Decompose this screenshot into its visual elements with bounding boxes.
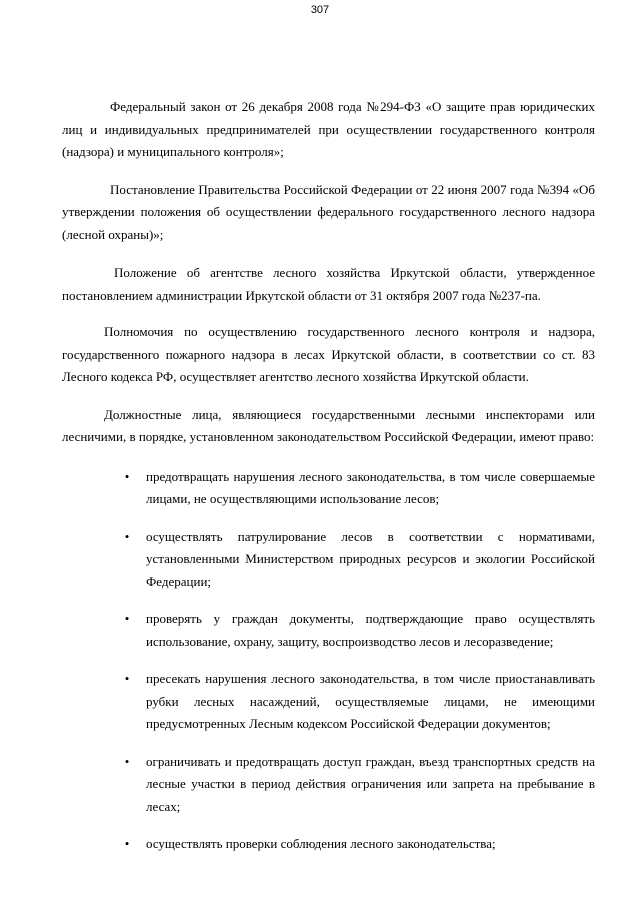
list-item bbox=[124, 668, 595, 736]
paragraph-government-decree-394: Постановление Правительства Российской Федерации от 22 июня 2007 года №394 «Об утверждении положения об осуществлении федерального государственного лесного надзора (лесной охраны)»; bbox=[62, 181, 595, 242]
list-item-text: предотвращать нарушения лесного законодательства, в том числе совершаемые лицами, не осуществляющими использование лесов; bbox=[146, 468, 595, 506]
bullet-icon: • bbox=[124, 528, 130, 544]
list-item bbox=[124, 751, 595, 819]
bullet-icon: • bbox=[124, 611, 130, 626]
list-item-text: проверять у граждан документы, подтверждающие право осуществлять использование, охрану, защиту, воспроизводство лесов и лесоразведение; bbox=[146, 611, 595, 649]
paragraph-forestry-agency-regulation: Положение об агентстве лесного хозяйства Иркутской области, утвержденное постановлением администрации Иркутской области от 31 октября 2007 года №237-па. bbox=[62, 265, 595, 303]
bullet-icon: • bbox=[124, 468, 130, 484]
list-item-text: осуществлять патрулирование лесов в соответствии с нормативами, установленными Министерством природных ресурсов и экологии Российской Федерации; bbox=[146, 528, 595, 589]
list-item bbox=[124, 466, 595, 511]
paragraph-officials-rights: Должностные лица, являющиеся государственными лесными инспекторами или лесничими, в порядке, установленном законодательством Российской Федерации, имеют право: bbox=[62, 406, 595, 444]
page-number: 307 bbox=[310, 4, 330, 16]
paragraph-supervision-powers: Полномочия по осуществлению государственного лесного контроля и надзора, государственного пожарного надзора в лесах Иркутской области, в соответствии со ст. 83 Лесного кодекса РФ, осуществляет агентство лесного хозяйства Иркутской области. bbox=[62, 324, 595, 384]
document-body bbox=[62, 96, 595, 871]
list-item bbox=[124, 526, 595, 594]
rights-list bbox=[62, 466, 595, 856]
list-item bbox=[124, 833, 595, 856]
list-item-text: ограничивать и предотвращать доступ граждан, въезд транспортных средств на лесные участки в период действия ограничения или запрета на пребывание в лесах; bbox=[146, 753, 595, 814]
paragraph-federal-law-294: Федеральный закон от 26 декабря 2008 года №294-ФЗ «О защите прав юридических лиц и индивидуальных предпринимателей при осуществлении государственного контроля (надзора) и муниципального контроля»; bbox=[62, 99, 595, 159]
list-item bbox=[124, 608, 595, 653]
bullet-icon: • bbox=[124, 836, 130, 851]
bullet-icon: • bbox=[124, 671, 130, 686]
bullet-icon: • bbox=[124, 753, 130, 769]
list-item-text: осуществлять проверки соблюдения лесного законодательства; bbox=[146, 836, 496, 851]
list-item-text: пресекать нарушения лесного законодательства, в том числе приостанавливать рубки лесных насаждений, осуществляемые лицами, не имеющими предусмотренных Лесным кодексом Российской Федерации документов; bbox=[146, 671, 595, 731]
